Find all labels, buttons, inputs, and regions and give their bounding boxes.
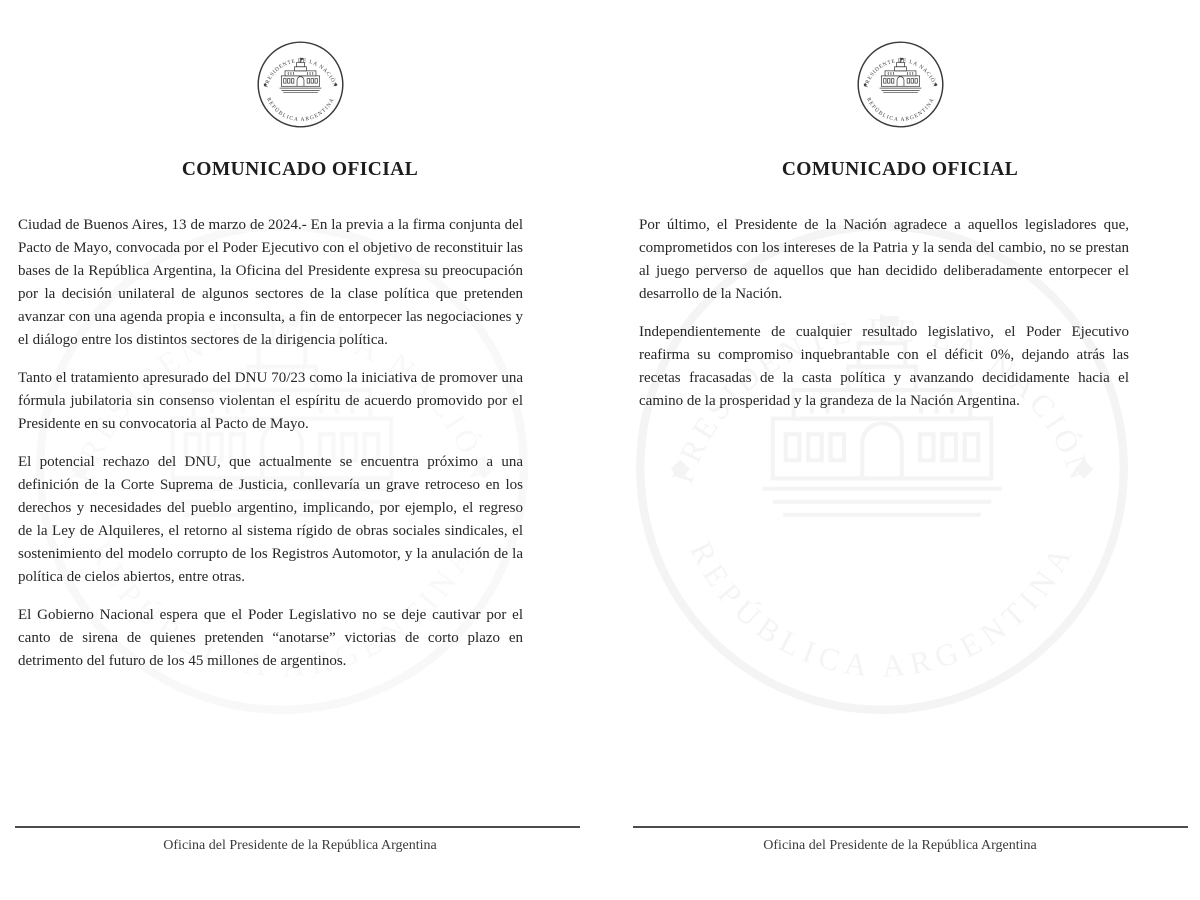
paragraph: El Gobierno Nacional espera que el Poder Legislativo no se deje cautivar por el canto de sirena de quienes pretenden “anotarse” victorias de corto plazo en detrimento del futuro de los 45 millones de argentinos. xyxy=(18,607,523,669)
footer-text: Oficina del Presidente de la República Argentina xyxy=(763,838,1037,853)
paragraph: Independientemente de cualquier resultado legislativo, el Poder Ejecutivo reafirma su compromiso inquebrantable con el déficit 0%, dejando atrás las recetas fracasadas de la casta política y avanzando decididamente hacia el camino de la prosperidad y la grandeza de la Nación Argentina. xyxy=(639,324,1129,409)
page-footer xyxy=(0,826,600,854)
seal-row xyxy=(0,0,600,130)
presidential-seal xyxy=(255,39,346,130)
paragraph: El potencial rechazo del DNU, que actualmente se encuentra próximo a una definición de la Corte Suprema de Justicia, conllevaría un grave retroceso en los derechos y necesidades del pueblo argentino, implicando, por ejemplo, el regreso de la Ley de Alquileres, el retorno al sistema rígido de obras sociales sindicales, el sostenimiento del modelo corrupto de los Registros Automotor, y la anulación de la política de cielos abiertos, entre otras. xyxy=(18,454,523,585)
paragraph: Por último, el Presidente de la Nación agradece a aquellos legisladores que, comprometidos con los intereses de la Patria y la senda del cambio, no se prestan al juego perverso de aquellos que han decidido deliberadamente entorpecer el desarrollo de la Nación. xyxy=(639,217,1129,302)
page-2 xyxy=(600,0,1200,900)
footer-text: Oficina del Presidente de la República Argentina xyxy=(163,838,437,853)
presidential-seal xyxy=(855,39,946,130)
body-text xyxy=(18,214,523,673)
footer-divider xyxy=(15,826,580,828)
paragraph: Ciudad de Buenos Aires, 13 de marzo de 2024.- En la previa a la firma conjunta del Pacto de Mayo, convocada por el Poder Ejecutivo con el objetivo de reconstituir las bases de la República Argentina, la Oficina del Presidente expresa su preocupación por la decisión unilateral de algunos sectores de la clase política que pretenden avanzar con una agenda propia e inconsulta, a fin de entorpecer las negociaciones y el diálogo entre los distintos sectores de la dirigencia política. xyxy=(18,217,523,348)
body-text xyxy=(639,214,1129,413)
page-title: COMUNICADO OFICIAL xyxy=(781,159,1019,180)
seal-row xyxy=(600,0,1200,130)
page-title: COMUNICADO OFICIAL xyxy=(181,159,419,180)
paragraph: Tanto el tratamiento apresurado del DNU 70/23 como la iniciativa de promover una fórmula jubilatoria sin consenso violentan el espíritu de acuerdo promovido por el Presidente en su convocatoria al Pacto de Mayo. xyxy=(18,370,523,432)
page-footer xyxy=(600,826,1200,854)
footer-divider xyxy=(633,826,1188,828)
